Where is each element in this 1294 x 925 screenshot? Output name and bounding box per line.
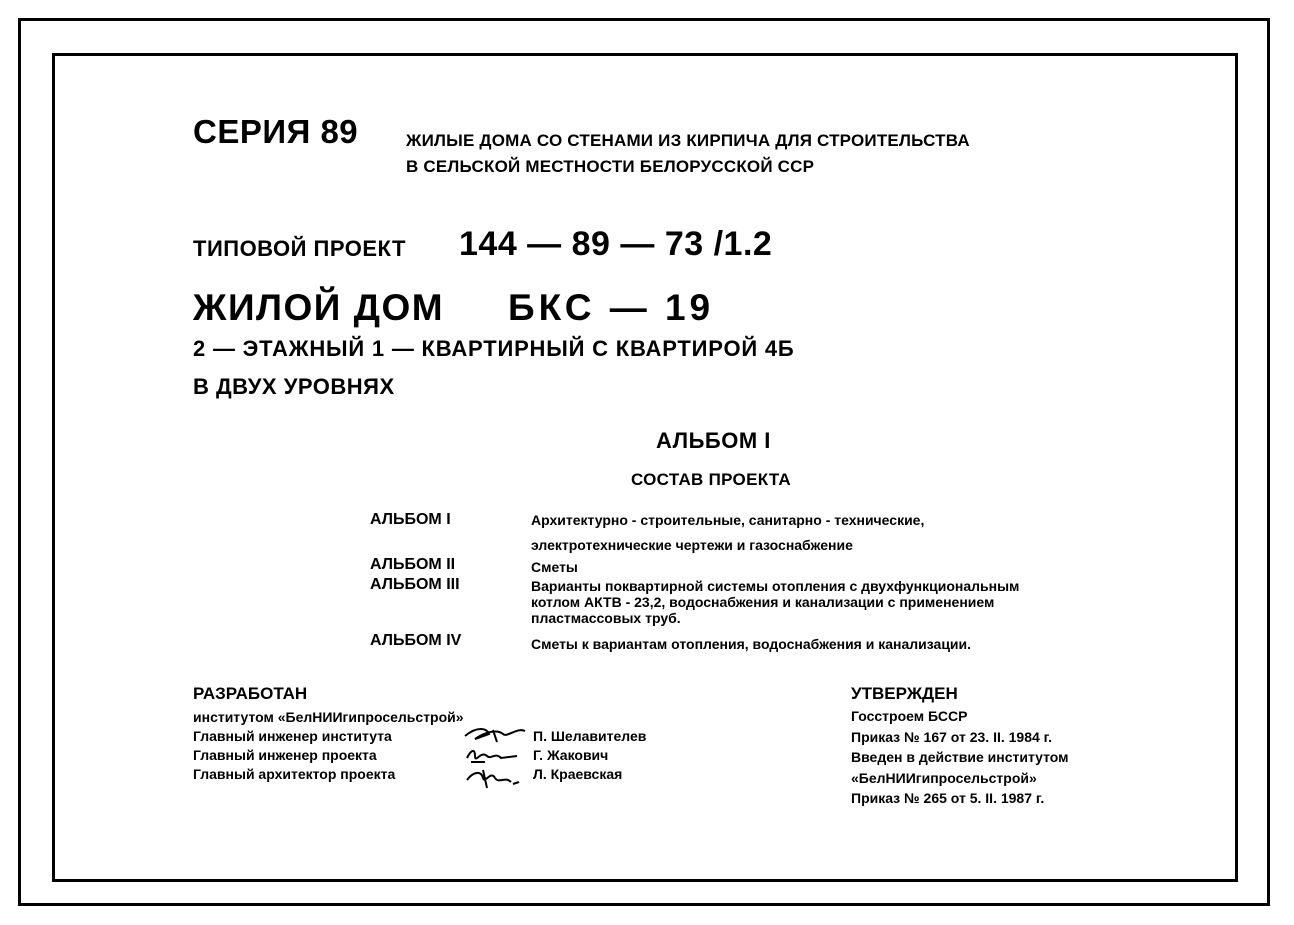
project-number: 144 — 89 — 73 /1.2 <box>459 225 773 263</box>
building-subtitle: В ДВУХ УРОВНЯХ <box>193 374 395 399</box>
building-code: БКС — 19 <box>508 287 715 328</box>
contents-album-label: АЛЬБОМ II <box>370 556 456 573</box>
signatures <box>463 724 533 792</box>
contents-heading: СОСТАВ ПРОЕКТА <box>631 470 792 489</box>
contents-album-text <box>531 559 578 575</box>
developed-institute: институтом «БелНИИгипросельстрой» <box>193 709 464 725</box>
contents-album-label: АЛЬБОМ IV <box>370 632 462 649</box>
contents-line: пластмассовых труб. <box>531 610 681 626</box>
role-line: Главный инженер института <box>193 728 392 744</box>
approved-line: Приказ № 167 от 23. II. 1984 г. <box>851 728 1052 745</box>
developed-heading: РАЗРАБОТАН <box>193 684 308 703</box>
contents-line: Сметы к вариантам отопления, водоснабжения и канализации. <box>531 636 972 652</box>
building-subtitle: 2 — ЭТАЖНЫЙ 1 — КВАРТИРНЫЙ С КВАРТИРОЙ 4Б <box>193 336 795 361</box>
approved-line: «БелНИИгипросельстрой» <box>851 769 1037 786</box>
contents-line: Варианты поквартирной системы отопления с двухфункциональным <box>531 578 1020 594</box>
approved-line: Госстроем БССР <box>851 708 968 724</box>
contents-album-text <box>531 636 971 652</box>
role-line: Главный инженер проекта <box>193 747 377 763</box>
approved-heading: УТВЕРЖДЕН <box>851 684 958 703</box>
signatory-name: Л. Краевская <box>533 766 623 782</box>
signatory-name: Г. Жакович <box>533 747 609 763</box>
project-label: ТИПОВОЙ ПРОЕКТ <box>193 236 406 261</box>
contents-album-label: АЛЬБОМ III <box>370 576 460 593</box>
role-line: Главный архитектор проекта <box>193 766 396 782</box>
approved-line: Приказ № 265 от 5. II. 1987 г. <box>851 790 1045 806</box>
signature-chief-engineer-institute <box>465 729 525 742</box>
approved-line: Введен в действие институтом <box>851 749 1069 765</box>
series-description <box>406 128 970 180</box>
series-description-line: В СЕЛЬСКОЙ МЕСТНОСТИ БЕЛОРУССКОЙ ССР <box>406 157 815 176</box>
contents-album-text <box>531 578 1019 626</box>
developed-roles <box>193 708 464 784</box>
contents-line: Сметы <box>531 559 578 575</box>
approved-details <box>851 706 1069 809</box>
series-title: СЕРИЯ 89 <box>193 113 359 150</box>
signature-chief-engineer-project <box>467 751 517 762</box>
series-description-line: ЖИЛЫЕ ДОМА СО СТЕНАМИ ИЗ КИРПИЧА ДЛЯ СТРОИТЕЛЬСТВА <box>406 131 970 150</box>
contents-line: Архитектурно - строительные, санитарно - технические, <box>531 512 925 528</box>
signature-chief-architect <box>467 770 519 788</box>
contents-line: электротехнические чертежи и газоснабжение <box>531 537 853 553</box>
signatory-names <box>533 727 646 784</box>
contents-line: котлом АКТВ - 23,2, водоснабжения и канализации с применением <box>531 594 995 610</box>
signatory-name: П. Шелавителев <box>533 728 647 744</box>
contents-album-text <box>531 512 924 553</box>
building-title: ЖИЛОЙ ДОМ <box>193 287 445 328</box>
album-title: АЛЬБОМ I <box>656 428 771 453</box>
contents-album-label: АЛЬБОМ I <box>370 511 451 528</box>
